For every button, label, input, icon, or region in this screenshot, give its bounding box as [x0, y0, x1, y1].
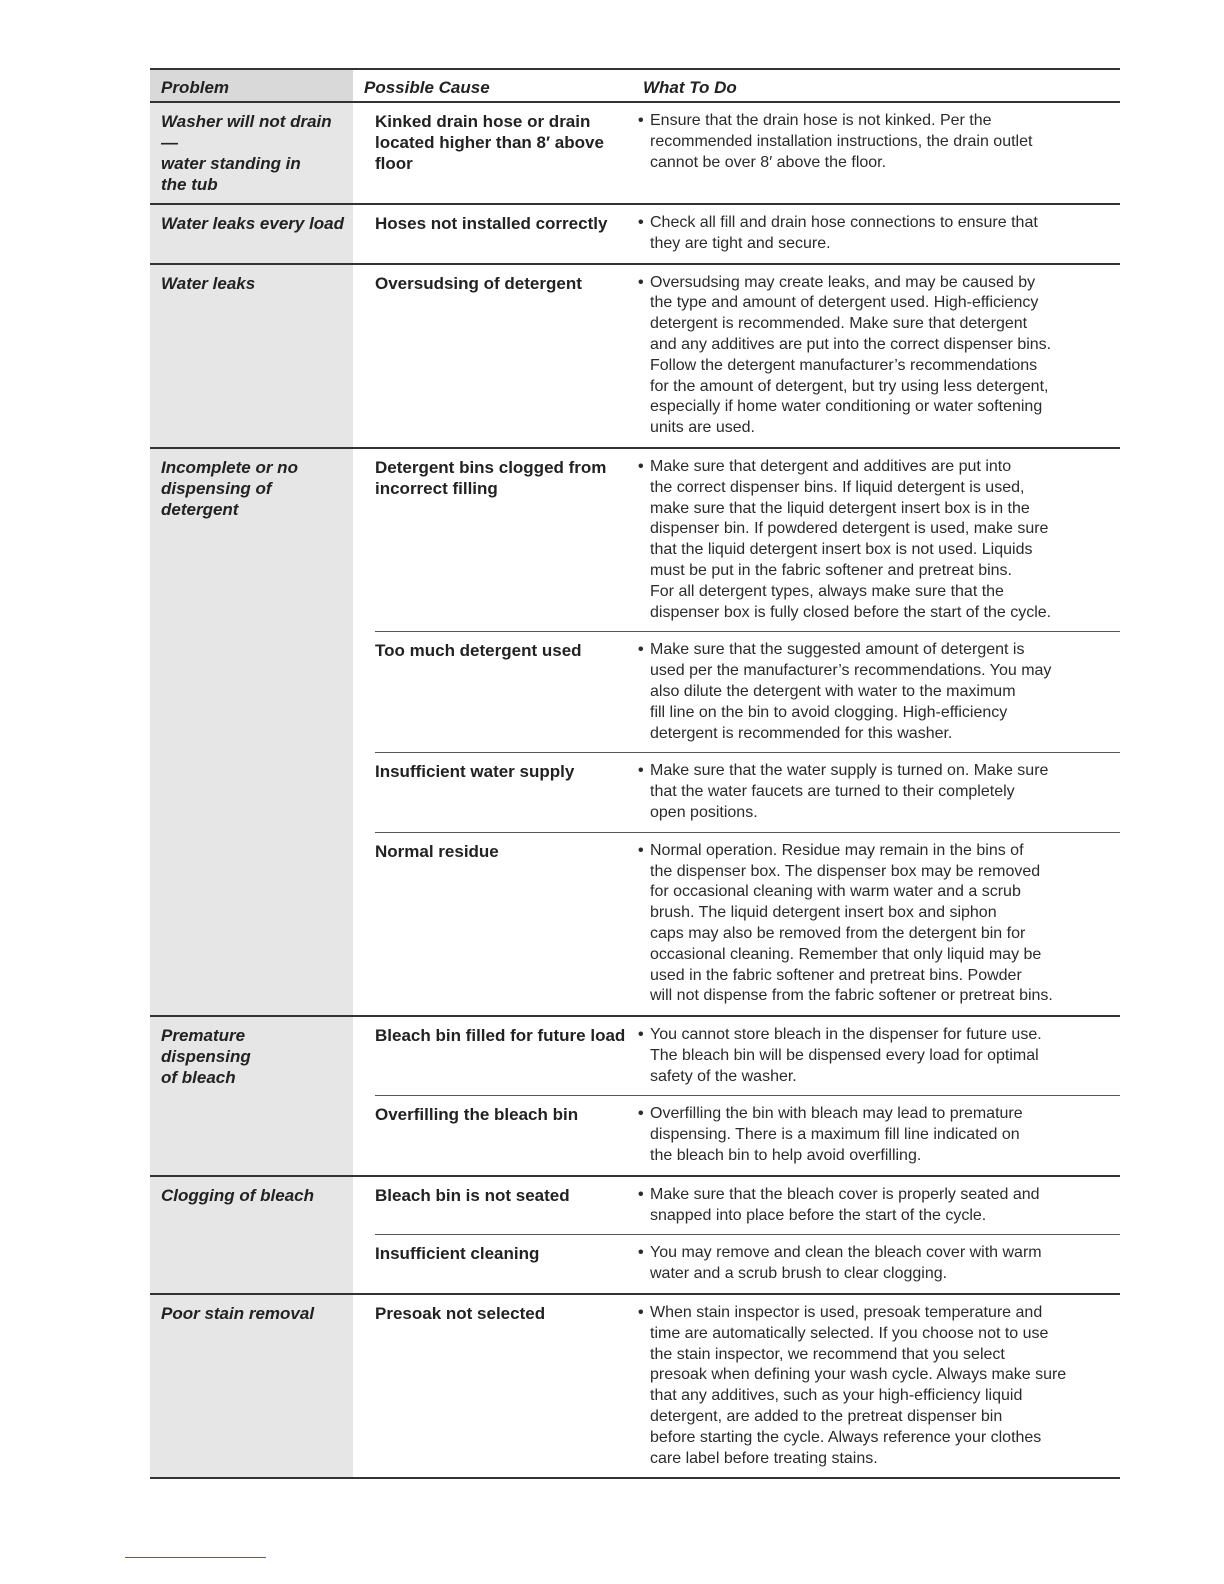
what-to-do-cell [632, 753, 1120, 831]
table-row [353, 449, 1120, 631]
cause-rows [353, 1017, 1120, 1175]
possible-cause-cell: Insufficient water supply [375, 762, 575, 782]
bullet-icon: • [638, 1304, 644, 1322]
cause-rows [353, 449, 1120, 1015]
what-to-do-cell [632, 1295, 1120, 1477]
possible-cause-cell: Oversudsing of detergent [375, 273, 582, 293]
bullet-icon: • [638, 1026, 644, 1044]
what-to-do-text: Oversudsing may create leaks, and may be caused by the type and amount of detergent used. High-efficiency detergent is recommended. Make sure that detergent and any additives are put into the correct dispenser bins. Follow the detergent manufacturer’s recommendations for the amount of detergent, but try using less detergent, especially if home water conditioning or water softening units are used. [650, 273, 1052, 437]
what-to-do-cell [632, 103, 1120, 182]
problem-cell: Water leaks every load [150, 205, 353, 263]
what-to-do-cell [632, 833, 1120, 1015]
cause-rows [353, 1177, 1120, 1293]
bullet-icon: • [638, 457, 644, 475]
what-to-do-text: Make sure that the bleach cover is properly seated and snapped into place before the start of the cycle. [650, 1185, 1040, 1224]
bullet-icon: • [638, 762, 644, 780]
table-row [353, 1295, 1120, 1477]
what-to-do-cell [632, 632, 1120, 752]
what-to-do-text: Overfilling the bin with bleach may lead to premature dispensing. There is a maximum fill line indicated on the bleach bin to help avoid overfilling. [650, 1105, 1023, 1165]
possible-cause-cell: Detergent bins clogged from incorrect filling [375, 457, 607, 498]
header-what-to-do: What To Do [643, 78, 737, 97]
table-row [375, 752, 1120, 831]
possible-cause-cell: Overfilling the bleach bin [375, 1105, 579, 1125]
bullet-icon: • [638, 214, 644, 231]
possible-cause-cell: Presoak not selected [375, 1304, 546, 1324]
what-to-do-text: Make sure that detergent and additives are put into the correct dispenser bins. If liquid detergent is used, make sure that the liquid detergent insert box is in the dispenser bin. If powdered detergent is used, make sure that the liquid detergent insert box is not used. Liquids must be put in the fabric softener and pretreat bins. For all detergent types, always make sure that the dispenser box is fully closed before the start of the cycle. [650, 457, 1052, 621]
possible-cause-cell: Too much detergent used [375, 641, 582, 661]
problem-group [150, 1295, 1120, 1479]
table-row [353, 103, 1120, 182]
troubleshooting-table [150, 68, 1120, 1479]
cause-rows [353, 265, 1120, 447]
cause-rows [353, 1295, 1120, 1477]
cause-rows [353, 103, 1120, 203]
what-to-do-cell [632, 449, 1120, 631]
what-to-do-text: You cannot store bleach in the dispenser for future use. The bleach bin will be dispensed every load for optimal safety of the washer. [650, 1026, 1042, 1085]
problem-group [150, 449, 1120, 1017]
table-row [375, 631, 1120, 752]
what-to-do-cell [632, 1017, 1120, 1095]
bullet-icon: • [638, 841, 644, 859]
problem-cell: Premature dispensing of bleach [150, 1017, 353, 1175]
bullet-icon: • [638, 1105, 644, 1123]
what-to-do-text: Check all fill and drain hose connections to ensure that they are tight and secure. [650, 214, 1038, 252]
table-header [150, 68, 1120, 103]
what-to-do-cell [632, 265, 1120, 447]
problem-cell: Poor stain removal [150, 1295, 353, 1477]
problem-cell: Incomplete or no dispensing of detergent [150, 449, 353, 1015]
what-to-do-text: When stain inspector is used, presoak temperature and time are automatically selected. If you choose not to use the stain inspector, we recommend that you select presoak when defining your wash cycle. Always make sure that any additives, such as your high-efficiency liquid detergent, are added to the pretreat dispenser bin before starting the cycle. Always reference your clothes care label before treating stains. [650, 1304, 1067, 1467]
what-to-do-text: Normal operation. Residue may remain in the bins of the dispenser box. The dispenser box may be removed for occasional cleaning with warm water and a scrub brush. The liquid detergent insert box and siphon caps may also be removed from the detergent bin for occasional cleaning. Remember that only liquid may be used in the fabric softener and pretreat bins. Powder will not dispense from the fabric softener or pretreat bins. [650, 841, 1053, 1005]
what-to-do-cell [632, 1235, 1120, 1293]
possible-cause-cell: Normal residue [375, 841, 499, 861]
table-row [353, 265, 1120, 447]
cause-rows [353, 205, 1120, 263]
what-to-do-cell [632, 205, 1120, 263]
table-row [353, 1177, 1120, 1235]
problem-cell: Water leaks [150, 265, 353, 447]
what-to-do-cell [632, 1177, 1120, 1235]
possible-cause-cell: Kinked drain hose or drain located higher than 8′ above floor [375, 112, 604, 173]
what-to-do-cell [632, 1096, 1120, 1174]
table-body [150, 103, 1120, 1479]
bullet-icon: • [638, 1185, 644, 1203]
bullet-icon: • [638, 1244, 644, 1262]
what-to-do-text: Make sure that the suggested amount of detergent is used per the manufacturer’s recommendations. You may also dilute the detergent with water to the maximum fill line on the bin to avoid clogging. High-efficiency detergent is recommended for this washer. [650, 641, 1052, 742]
possible-cause-cell: Insufficient cleaning [375, 1244, 540, 1264]
problem-group [150, 103, 1120, 205]
table-row [353, 1017, 1120, 1095]
what-to-do-text: Make sure that the water supply is turned on. Make sure that the water faucets are turned to their completely open positions. [650, 762, 1049, 821]
what-to-do-text: You may remove and clean the bleach cover with warm water and a scrub brush to clear clogging. [650, 1244, 1042, 1283]
problem-group [150, 1017, 1120, 1177]
bullet-icon: • [638, 112, 644, 129]
possible-cause-cell: Bleach bin is not seated [375, 1185, 570, 1205]
problem-cell: Washer will not drain— water standing in the tub [150, 103, 353, 203]
bullet-icon: • [638, 273, 644, 291]
possible-cause-cell: Hoses not installed correctly [375, 214, 608, 233]
problem-cell: Clogging of bleach [150, 1177, 353, 1293]
table-row [375, 832, 1120, 1015]
header-problem: Problem [150, 70, 353, 101]
possible-cause-cell: Bleach bin filled for future load [375, 1026, 626, 1046]
table-row [375, 1095, 1120, 1174]
table-row [353, 205, 1120, 263]
table-row [375, 1234, 1120, 1293]
footer-rule [125, 1557, 266, 1558]
problem-group [150, 265, 1120, 449]
problem-group [150, 205, 1120, 265]
what-to-do-text: Ensure that the drain hose is not kinked. Per the recommended installation instructions, the drain outlet cannot be over 8′ above the floor. [650, 112, 1033, 171]
bullet-icon: • [638, 641, 644, 659]
header-possible-cause: Possible Cause [364, 78, 490, 97]
problem-group [150, 1177, 1120, 1295]
